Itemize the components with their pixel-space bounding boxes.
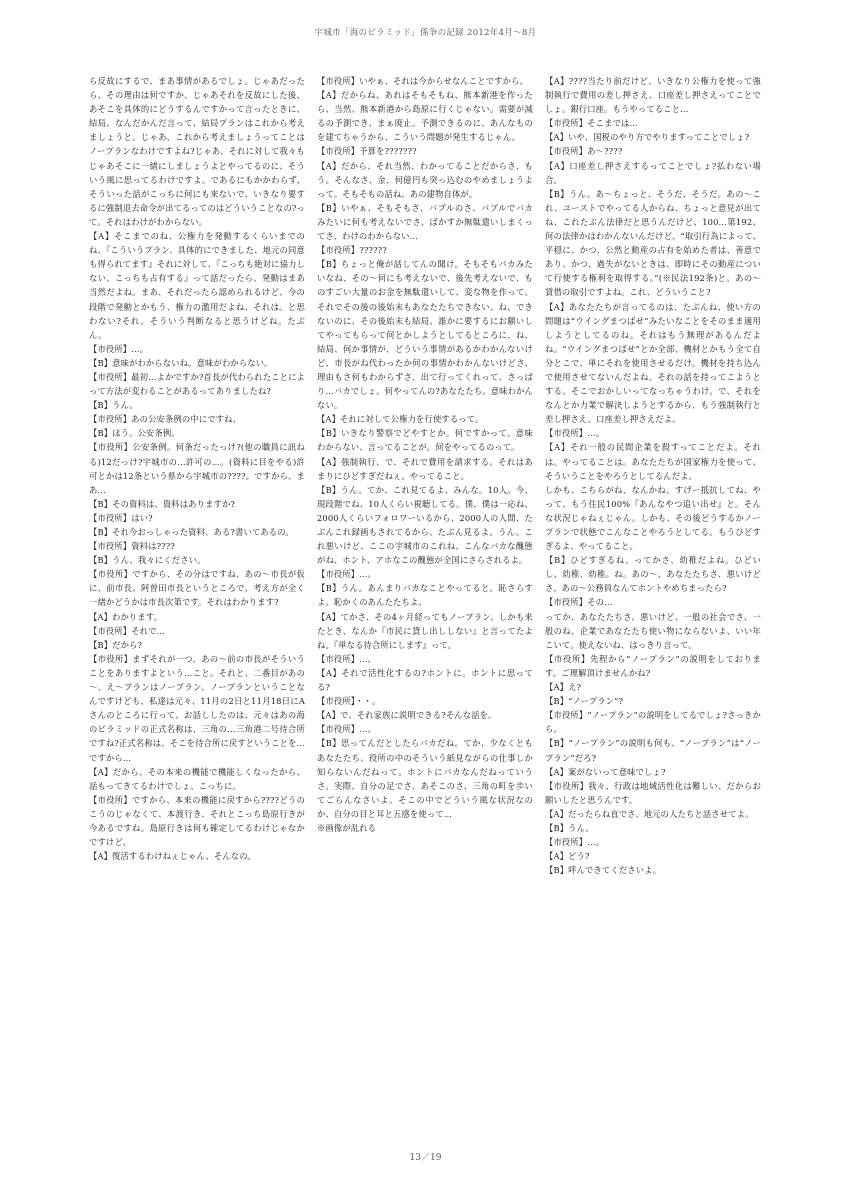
dialogue-paragraph: 【B】いきなり警察でどやすとか。何ですかって。意味わからない、言ってることが。何をやってるのって。 xyxy=(317,428,533,453)
dialogue-paragraph: 【市役所】最初…よかですか?首長が代わられたことによって方法が変わることがあるってありましたね? xyxy=(89,371,305,397)
dialogue-paragraph: 【市役所】?????? xyxy=(317,245,387,256)
dialogue-paragraph: 【B】だから? xyxy=(89,639,143,650)
dialogue-paragraph: 【市役所】ですから、本来の機能に戻すから????どうのこうのじゃなくて、本渡行き、それとこっち島原行きが今あるですね。島原行きは何も確定してるわけじゃなかですけど。 xyxy=(89,794,305,848)
dialogue-paragraph: 【市役所】いやぁ、それは今からせなんことですから。 xyxy=(317,76,528,86)
dialogue-paragraph: 【A】だったらね直でさ、地元の人たちと話させてよ。 xyxy=(545,808,754,819)
dialogue-paragraph: 【市役所】…。 xyxy=(89,343,149,354)
dialogue-paragraph: ってか、あなたたちさ、悪いけど、一般の社会でさ、一般のね、企業であなたたち使い物にならないよ、いい年こいて。使えないね、はっきり言って。 xyxy=(545,611,761,650)
dialogue-paragraph: 【市役所】あの公安条例の中にですね、 xyxy=(89,414,242,425)
dialogue-paragraph: 【A】だから、それ当然、わかってることだからさ、もう。そんなさ、金、何億円も突っ込むのやめましょうよって。そもそもの話ね。あの建物自体が。 xyxy=(317,160,533,199)
dialogue-paragraph: 【A】いや、国税のやり方でやりますってことでしょ? xyxy=(545,132,750,143)
dialogue-paragraph: 【B】うん。てか、これ見てるよ、みんな。10人。今、現段階でね、10人くらい視聴してる。僕、僕は一応ね、2000人くらいフォロワーいるから、2000人の人間、たぶんこれ録画もされてるから、たぶん見るよ。うん。これ悪いけど、ここの宇城市のこれね、こんなバカな醜態がね、ホント、アホなこの醜態が全国にさらされるよ。 xyxy=(317,484,533,566)
dialogue-paragraph: 【B】うん。 xyxy=(89,400,138,411)
dialogue-paragraph: 【市役所】公安条例。何条だったっけ?(他の職員に訊ねる)12だっけ?宇城市の…許可の…。(資料に目をやる)許可とかは12条という県から宇城市の????。ですから、まあ… xyxy=(89,442,305,495)
dialogue-paragraph: 【市役所】そこまでは… xyxy=(545,118,638,129)
dialogue-paragraph: 【A】あなたたちが言ってるのは、たぶんね、使い方の問題は“ウイングまつばせ”みたいなことをそのまま適用しようとしてるのね。それはもう無理があるんだよね。“ウイングまつばせ”とか全部、機材とかもう全て自分とこで、単にそれを使用させるだけ。機材を持ち込んで使用させてないんだよね。それの話を持ってこようとする。そこでおかしいってなっちゃうわけ。で、それをなんとか力業で解決しようとするから、もう強制執行と差し押さえ。口座差し押さえだよ。 xyxy=(545,301,761,425)
text-columns xyxy=(89,74,761,1144)
dialogue-paragraph: 【市役所】あ～???? xyxy=(545,146,623,157)
text-column-3 xyxy=(545,74,761,1144)
dialogue-paragraph: 【市役所】ですから、その分はですね、あの～市長が仮に、前市長、阿曽田市長というところで、考え方が全く一緒かどうかは市長次第です。それはわかります? xyxy=(89,569,305,608)
dialogue-paragraph: 【A】それに対して公権力を行使するって。 xyxy=(317,414,484,425)
dialogue-paragraph: 【A】強制執行、で、それで費用を請求する。それはあまりにひどすぎだねぇ。やってること。 xyxy=(317,456,533,481)
dialogue-paragraph: 【A】だからね、あれはそもそもね、熊本新港を作ったら、当然、熊本新港から島原に行くじゃない。需要が減るの予測でき、まぁ廃止。予測できるのに、あんなものを建てちゃうから、こういう問題が発生するじゃん。 xyxy=(317,90,533,143)
dialogue-paragraph: 【A】わかります。 xyxy=(89,611,163,622)
dialogue-paragraph: 【A】????当たり前だけど、いきなり公権力を使って強制執行で費用の差し押さえ、口座差し押さえってことでしょ。銀行口座。もうやってること… xyxy=(545,76,761,115)
document-header: 宇城市「海のピラミッド」係争の記録 2012年4月〜8月 xyxy=(314,28,537,38)
dialogue-paragraph: 【市役所】…。 xyxy=(545,837,605,848)
dialogue-paragraph: ら反故にするで、まあ事情があるでしょ。じゃあだったら、その理由は何ですか、じゃあそれを反故にした後、あそこを具体的にどうするんですかって言ったときに、結局、なんだかんだ言って、結局プランはこれから考えましょうと。じゃあ、これから考えましょうってことはノープランなわけですよね?じゃあ、それに対して我々もじゃあそこに一緒にしましょうよとやってるのに、そういう風に思ってるわけですよ。であるにもかかわらず、そういった話がこっちに何にも来ないで、いきなり要するに強制退去命令が出てるってのはどういうことなの?って。それはわけがわからない。 xyxy=(89,76,305,227)
page-number: 13／19 xyxy=(409,1153,442,1163)
dialogue-paragraph: 【A】案がないって意味でしょ? xyxy=(545,766,666,777)
dialogue-paragraph: 【市役所】資料は???? xyxy=(89,541,175,552)
dialogue-paragraph: 【A】そこまでのね、公権力を発動するくらいまでのね、『こういうプラン、具体的にできました、地元の同意も得られてます』それに対して、『こっちも絶対に協力しない、こっちも占有する』って話だったら、発動はまあ当然だよね。まあ、それだったら認められるけど、今の段階で発動とかもう、権力の濫用だよね、それは。と思わない?それ。そういう判断なると思うけどね。たぶん。 xyxy=(89,231,305,340)
dialogue-paragraph: 【A】それで活性化するの?ホントに。ホントに思ってる? xyxy=(317,667,533,693)
dialogue-paragraph: 【A】え? xyxy=(545,682,582,693)
text-column-1 xyxy=(89,74,305,1144)
dialogue-paragraph: 【B】“ノープラン”? xyxy=(545,696,624,707)
dialogue-paragraph: 【B】“ノープラン”の説明も何も、“ノープラン”は“ノープラン”だろ? xyxy=(545,738,761,763)
dialogue-paragraph: 【A】てかさ、その4ヶ月経ってもノープラン、しかも来たとき、なんか『市民に貸し出ししない』と言ってたよね。『単なる待合所にします』って。 xyxy=(317,611,533,650)
dialogue-paragraph: 【A】だから、その本来の機能で機能しくなったから、話もってきてるわけでしょ、こっちに。 xyxy=(89,766,305,791)
dialogue-paragraph: 【A】復活するわけねぇじゃん、そんなの。 xyxy=(89,851,256,862)
dialogue-paragraph: ※画像が乱れる xyxy=(317,822,377,833)
dialogue-paragraph: 【市役所】・・。 xyxy=(317,696,381,707)
dialogue-paragraph: 【市役所】はい? xyxy=(89,512,153,523)
dialogue-paragraph: 【市役所】先程から“ノープラン”の説明をしております。ご理解頂けませんかね? xyxy=(545,653,761,678)
dialogue-paragraph: しかも、こちらがね、なんかね、すげー抵抗してね、やって、もう住民100%『あんなやつ追い出せ』と。そんな状況じゃねぇじゃん。しかも、その後どうするかノープランで状態でこんなことやろうとしてる。もうひどすぎるよ、やってること。 xyxy=(545,484,761,552)
dialogue-paragraph: 【B】うん。 xyxy=(545,822,594,833)
dialogue-paragraph: 【A】それ一般の民間企業を殺すってことだよ。それは。やってることは。あなたたちが国家権力を使って、そういうことをやろうとしてるんだよ。 xyxy=(545,442,761,481)
dialogue-paragraph: 【A】口座差し押さえするってことでしょ?払わない場合。 xyxy=(545,160,761,185)
dialogue-paragraph: 【B】呼んできてくださいよ。 xyxy=(545,865,662,876)
dialogue-paragraph: 【市役所】まずそれが一つ。あの～前の市長がそういうことをありますよという…こと。それと、二番目があの～、え～プランはノープラン、ノープランということなんですけども、私達は元々、11月の2日と11月18日にAさんのところに行って、お話ししたのは、元々はあの海のピラミッドの正式名称は、三角の…三角港二号待合所ですね?正式名称は。そこを待合所に戻すということを…ですから… xyxy=(89,653,305,763)
dialogue-paragraph: 【A】どう? xyxy=(545,851,590,862)
dialogue-paragraph: 【B】その資料は、資料はありますか? xyxy=(89,498,235,509)
dialogue-paragraph: 【市役所】我々、行政は地域活性化は難しい、だからお願いしたと思うんです。 xyxy=(545,780,761,805)
dialogue-paragraph: 【市役所】“ノープラン”の説明をしてるでしょ?さっきから。 xyxy=(545,710,761,735)
text-column-2 xyxy=(317,74,533,1144)
dialogue-paragraph: 【市役所】その… xyxy=(545,597,613,608)
dialogue-paragraph: 【市役所】…。 xyxy=(545,428,605,439)
dialogue-paragraph: 【B】うん。あ～ちょっと、そうだ、そうだ。あの～これ、ユーストでやってる人からね、ちょっと意見が出てね、これたぶん法律だと思うんだけど、100…第192、何の法律かはわかんないんだけど、“取引行為によって、平穏に、かつ、公然と動産の占有を始めた者は、善意であり、かつ、過失がないときは、即時にその動産について行使する権利を取得する。”(※民法192条)と。あの～賃借の取引ですよね。これ、どういうこと? xyxy=(545,188,761,298)
dialogue-paragraph: 【市役所】予算を??????? xyxy=(317,146,417,157)
dialogue-paragraph: 【B】意味がわからないね。意味がわからない。 xyxy=(89,357,273,368)
dialogue-paragraph: 【市役所】…。 xyxy=(317,653,377,664)
dialogue-paragraph: 【市役所】…。 xyxy=(317,569,377,580)
dialogue-paragraph: 【B】思ってんだとしたらバカだね。てか、少なくともあなたたち、役所の中のそういう紙見ながらの仕事しか知らないんだねって。ホントにバカなんだねっていうさ。実際、自分の足でさ、あそこのさ、三角の町を歩いてごらんなさいよ。そこの中でどういう風な状況なのか、自分の目と耳と五感を使って… xyxy=(317,738,533,819)
dialogue-paragraph: 【B】それ今おっしゃった資料、ある?書いてあるの。 xyxy=(89,527,294,537)
dialogue-paragraph: 【市役所】…。 xyxy=(317,724,377,735)
dialogue-paragraph: 【B】ほう。公安条例。 xyxy=(89,428,180,439)
dialogue-paragraph: 【市役所】それで… xyxy=(89,625,166,636)
dialogue-paragraph: 【B】ちょっと俺が話してんの聞け。そもそもバカみたいなね、その～何にも考えないで、後先考えないで、ものすごい大量のお金を無駄遣いして、変な物を作って、それでその後の後始末もあなたたちできない、ね、できないのに、その後始末も結局、誰かに要するにお願いしてやってもらって何とかしようとしてるところに、ね、結局、何か事情が、どういう事情があるかわかんないけど、市長がね代わったか何の事情かわかんないけどさ、理由もさ何もわからずさ、出て行ってくれって、さっぱり…バカでしょ。何やってんの?あなたたち。意味わかんない。 xyxy=(317,259,533,411)
dialogue-paragraph: 【A】で、それ家族に説明できる?そんな話を。 xyxy=(317,710,497,721)
dialogue-paragraph: 【B】うん。あんまりバカなことやってると。恥さらすよ。恥かくのあんたたちよ。 xyxy=(317,583,533,608)
dialogue-paragraph: 【B】うん、我々にください。 xyxy=(89,555,206,566)
dialogue-paragraph: 【B】いやぁ、そもそもさ、バブルのさ、バブルでバカみたいに何も考えないでさ、ばかすか無駄遣いしまくってさ、わけのわからない… xyxy=(317,202,533,242)
dialogue-paragraph: 【B】ひどすぎるね。ってかさ、幼稚だよね。ひどいし、幼稚、幼稚。ね。あの～、あなたたちさ、悪いけどさ、あの～公務員なんてホントやめちまったら? xyxy=(545,555,761,594)
